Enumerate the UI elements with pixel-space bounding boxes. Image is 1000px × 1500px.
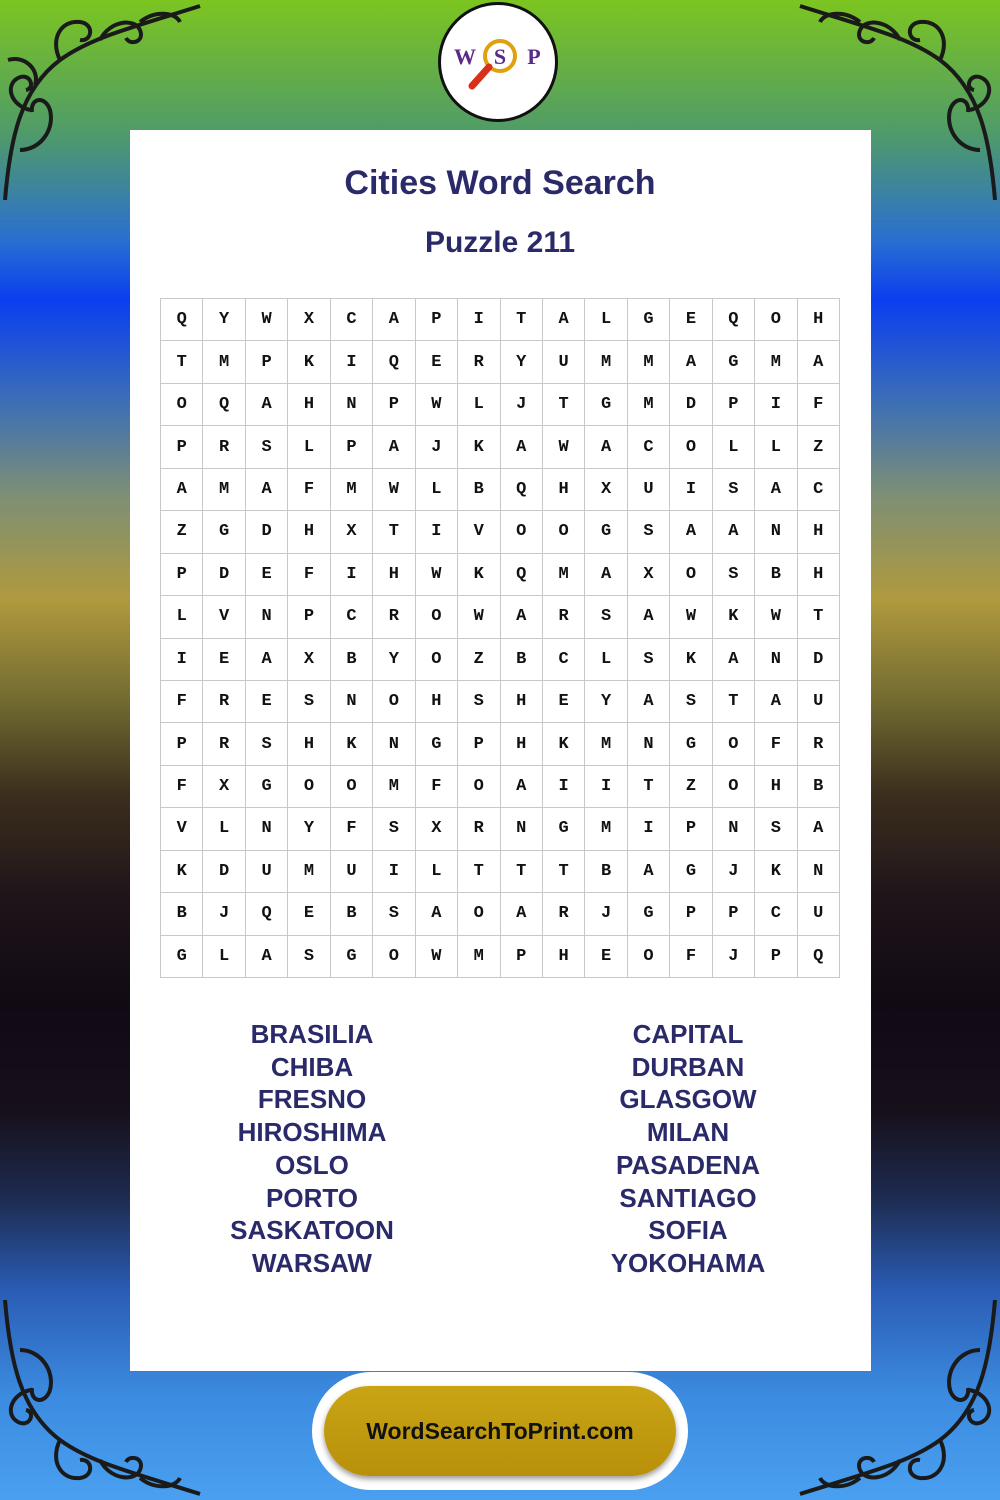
- word-list-item: YOKOHAMA: [610, 1247, 766, 1278]
- grid-cell[interactable]: Q: [501, 469, 543, 511]
- grid-cell[interactable]: O: [161, 384, 203, 426]
- grid-cell[interactable]: P: [670, 808, 712, 850]
- grid-cell[interactable]: R: [203, 681, 245, 723]
- grid-cell[interactable]: D: [203, 851, 245, 893]
- grid-cell[interactable]: L: [458, 384, 500, 426]
- grid-cell[interactable]: H: [798, 511, 840, 553]
- grid-cell[interactable]: G: [246, 766, 288, 808]
- grid-cell[interactable]: D: [670, 384, 712, 426]
- grid-cell[interactable]: A: [246, 384, 288, 426]
- word-list-item: FRESNO: [257, 1084, 367, 1115]
- grid-cell[interactable]: T: [458, 851, 500, 893]
- grid-cell[interactable]: P: [288, 596, 330, 638]
- grid-cell[interactable]: B: [798, 766, 840, 808]
- grid-cell[interactable]: E: [585, 936, 627, 978]
- grid-cell[interactable]: Q: [798, 936, 840, 978]
- grid-cell[interactable]: H: [543, 469, 585, 511]
- grid-cell[interactable]: H: [288, 723, 330, 765]
- grid-cell[interactable]: K: [713, 596, 755, 638]
- grid-cell[interactable]: A: [373, 299, 415, 341]
- letter-grid: [160, 298, 840, 978]
- grid-cell[interactable]: A: [670, 341, 712, 383]
- grid-cell[interactable]: S: [246, 723, 288, 765]
- grid-cell[interactable]: S: [288, 681, 330, 723]
- grid-cell[interactable]: P: [670, 893, 712, 935]
- grid-cell[interactable]: L: [288, 426, 330, 468]
- grid-cell[interactable]: L: [416, 469, 458, 511]
- grid-cell[interactable]: M: [331, 469, 373, 511]
- grid-cell[interactable]: R: [203, 426, 245, 468]
- grid-cell[interactable]: H: [755, 766, 797, 808]
- grid-cell[interactable]: A: [798, 341, 840, 383]
- grid-cell[interactable]: M: [585, 723, 627, 765]
- logo-letter-w: W: [454, 44, 476, 69]
- grid-cell[interactable]: B: [585, 851, 627, 893]
- grid-cell[interactable]: Q: [161, 299, 203, 341]
- grid-cell[interactable]: S: [713, 554, 755, 596]
- grid-cell[interactable]: T: [161, 341, 203, 383]
- grid-cell[interactable]: W: [543, 426, 585, 468]
- grid-cell[interactable]: O: [670, 426, 712, 468]
- grid-cell[interactable]: B: [161, 893, 203, 935]
- grid-cell[interactable]: M: [458, 936, 500, 978]
- grid-cell[interactable]: H: [798, 554, 840, 596]
- grid-cell[interactable]: J: [203, 893, 245, 935]
- grid-cell[interactable]: M: [585, 808, 627, 850]
- grid-cell[interactable]: E: [543, 681, 585, 723]
- grid-cell[interactable]: G: [670, 851, 712, 893]
- grid-cell[interactable]: G: [416, 723, 458, 765]
- footer-banner: [312, 1372, 688, 1490]
- grid-cell[interactable]: L: [416, 851, 458, 893]
- grid-cell[interactable]: U: [331, 851, 373, 893]
- grid-cell[interactable]: X: [585, 469, 627, 511]
- grid-cell[interactable]: A: [585, 554, 627, 596]
- grid-cell[interactable]: R: [543, 596, 585, 638]
- grid-cell[interactable]: H: [501, 723, 543, 765]
- grid-cell[interactable]: H: [798, 299, 840, 341]
- grid-cell[interactable]: G: [713, 341, 755, 383]
- grid-cell[interactable]: K: [543, 723, 585, 765]
- grid-cell[interactable]: K: [458, 426, 500, 468]
- grid-cell[interactable]: M: [628, 341, 670, 383]
- grid-cell[interactable]: P: [416, 299, 458, 341]
- grid-cell[interactable]: Y: [288, 808, 330, 850]
- grid-cell[interactable]: A: [798, 808, 840, 850]
- grid-cell[interactable]: P: [373, 384, 415, 426]
- grid-cell[interactable]: C: [331, 596, 373, 638]
- grid-cell[interactable]: O: [628, 936, 670, 978]
- grid-cell[interactable]: Q: [246, 893, 288, 935]
- grid-cell[interactable]: S: [713, 469, 755, 511]
- grid-cell[interactable]: R: [543, 893, 585, 935]
- grid-cell[interactable]: S: [373, 893, 415, 935]
- grid-cell[interactable]: I: [331, 341, 373, 383]
- grid-cell[interactable]: X: [203, 766, 245, 808]
- grid-cell[interactable]: U: [628, 469, 670, 511]
- grid-cell[interactable]: J: [416, 426, 458, 468]
- grid-cell[interactable]: H: [543, 936, 585, 978]
- grid-cell[interactable]: P: [331, 426, 373, 468]
- grid-cell[interactable]: I: [331, 554, 373, 596]
- grid-cell[interactable]: S: [628, 639, 670, 681]
- grid-cell[interactable]: S: [246, 426, 288, 468]
- grid-cell[interactable]: A: [628, 681, 670, 723]
- grid-cell[interactable]: R: [373, 596, 415, 638]
- grid-cell[interactable]: Q: [373, 341, 415, 383]
- grid-cell[interactable]: F: [161, 766, 203, 808]
- grid-cell[interactable]: S: [755, 808, 797, 850]
- grid-cell[interactable]: X: [288, 299, 330, 341]
- grid-cell[interactable]: P: [161, 723, 203, 765]
- grid-cell[interactable]: F: [416, 766, 458, 808]
- grid-cell[interactable]: J: [501, 384, 543, 426]
- grid-cell[interactable]: P: [161, 554, 203, 596]
- grid-cell[interactable]: A: [585, 426, 627, 468]
- grid-cell[interactable]: O: [713, 766, 755, 808]
- grid-cell[interactable]: B: [458, 469, 500, 511]
- grid-cell[interactable]: E: [246, 554, 288, 596]
- grid-cell[interactable]: A: [501, 596, 543, 638]
- grid-cell[interactable]: P: [501, 936, 543, 978]
- grid-cell[interactable]: A: [246, 936, 288, 978]
- grid-cell[interactable]: U: [246, 851, 288, 893]
- grid-cell[interactable]: A: [628, 596, 670, 638]
- grid-cell[interactable]: C: [798, 469, 840, 511]
- grid-cell[interactable]: K: [755, 851, 797, 893]
- word-list-right: [538, 1018, 838, 1280]
- grid-cell[interactable]: D: [798, 639, 840, 681]
- word-list-item: MILAN: [646, 1117, 730, 1148]
- grid-cell[interactable]: S: [288, 936, 330, 978]
- grid-cell[interactable]: Q: [501, 554, 543, 596]
- grid-cell[interactable]: W: [373, 469, 415, 511]
- grid-cell[interactable]: O: [416, 639, 458, 681]
- grid-cell[interactable]: T: [373, 511, 415, 553]
- word-list-item: PASADENA: [616, 1149, 760, 1180]
- grid-cell[interactable]: F: [798, 384, 840, 426]
- grid-cell[interactable]: B: [331, 639, 373, 681]
- grid-cell[interactable]: S: [628, 511, 670, 553]
- grid-cell[interactable]: X: [628, 554, 670, 596]
- grid-cell[interactable]: I: [543, 766, 585, 808]
- grid-cell[interactable]: A: [161, 469, 203, 511]
- grid-cell[interactable]: W: [416, 554, 458, 596]
- grid-cell[interactable]: A: [755, 681, 797, 723]
- grid-cell[interactable]: H: [501, 681, 543, 723]
- footer-site-name: WordSearchToPrint.com: [366, 1417, 634, 1444]
- grid-cell[interactable]: T: [543, 851, 585, 893]
- grid-cell[interactable]: S: [585, 596, 627, 638]
- grid-cell[interactable]: F: [755, 723, 797, 765]
- grid-cell[interactable]: O: [331, 766, 373, 808]
- grid-cell[interactable]: D: [203, 554, 245, 596]
- grid-cell[interactable]: O: [501, 511, 543, 553]
- grid-cell[interactable]: Z: [670, 766, 712, 808]
- grid-cell[interactable]: P: [161, 426, 203, 468]
- grid-cell[interactable]: H: [288, 384, 330, 426]
- grid-cell[interactable]: R: [458, 808, 500, 850]
- grid-cell[interactable]: O: [288, 766, 330, 808]
- grid-cell[interactable]: H: [416, 681, 458, 723]
- grid-cell[interactable]: O: [458, 893, 500, 935]
- grid-cell[interactable]: M: [203, 469, 245, 511]
- grid-cell[interactable]: N: [628, 723, 670, 765]
- grid-cell[interactable]: N: [246, 596, 288, 638]
- grid-cell[interactable]: W: [246, 299, 288, 341]
- grid-cell[interactable]: A: [713, 511, 755, 553]
- grid-cell[interactable]: I: [161, 639, 203, 681]
- grid-cell[interactable]: G: [331, 936, 373, 978]
- grid-cell[interactable]: M: [288, 851, 330, 893]
- grid-cell[interactable]: G: [161, 936, 203, 978]
- grid-cell[interactable]: Z: [798, 426, 840, 468]
- grid-cell[interactable]: G: [543, 808, 585, 850]
- grid-cell[interactable]: B: [331, 893, 373, 935]
- grid-cell[interactable]: I: [458, 299, 500, 341]
- grid-cell[interactable]: B: [501, 639, 543, 681]
- grid-cell[interactable]: A: [501, 766, 543, 808]
- grid-cell[interactable]: G: [628, 299, 670, 341]
- grid-cell[interactable]: O: [670, 554, 712, 596]
- word-list-item: DURBAN: [631, 1051, 745, 1082]
- grid-cell[interactable]: N: [373, 723, 415, 765]
- grid-cell[interactable]: M: [203, 341, 245, 383]
- grid-cell[interactable]: Y: [373, 639, 415, 681]
- grid-cell[interactable]: N: [501, 808, 543, 850]
- grid-cell[interactable]: S: [458, 681, 500, 723]
- grid-cell[interactable]: N: [246, 808, 288, 850]
- grid-cell[interactable]: M: [585, 341, 627, 383]
- word-list-item: SASKATOON: [230, 1215, 394, 1246]
- grid-cell[interactable]: Y: [585, 681, 627, 723]
- grid-cell[interactable]: F: [288, 469, 330, 511]
- grid-cell[interactable]: X: [331, 511, 373, 553]
- grid-cell[interactable]: E: [416, 341, 458, 383]
- grid-cell[interactable]: T: [543, 384, 585, 426]
- grid-cell[interactable]: P: [755, 936, 797, 978]
- grid-cell[interactable]: A: [628, 851, 670, 893]
- word-list-item: CHIBA: [270, 1051, 354, 1082]
- grid-cell[interactable]: K: [161, 851, 203, 893]
- grid-cell[interactable]: P: [713, 384, 755, 426]
- grid-cell[interactable]: W: [416, 936, 458, 978]
- grid-cell[interactable]: P: [246, 341, 288, 383]
- logo-letter-p: P: [527, 44, 541, 69]
- grid-cell[interactable]: L: [585, 299, 627, 341]
- grid-cell[interactable]: I: [373, 851, 415, 893]
- grid-cell[interactable]: Z: [161, 511, 203, 553]
- grid-cell[interactable]: M: [755, 341, 797, 383]
- grid-cell[interactable]: N: [331, 681, 373, 723]
- grid-cell[interactable]: G: [628, 893, 670, 935]
- grid-cell[interactable]: E: [246, 681, 288, 723]
- grid-cell[interactable]: O: [458, 766, 500, 808]
- grid-cell[interactable]: I: [416, 511, 458, 553]
- grid-cell[interactable]: O: [543, 511, 585, 553]
- grid-cell[interactable]: Z: [458, 639, 500, 681]
- grid-cell[interactable]: A: [501, 893, 543, 935]
- grid-cell[interactable]: G: [585, 511, 627, 553]
- grid-cell[interactable]: Y: [501, 341, 543, 383]
- grid-cell[interactable]: T: [713, 681, 755, 723]
- grid-cell[interactable]: L: [755, 426, 797, 468]
- grid-cell[interactable]: C: [543, 639, 585, 681]
- grid-cell[interactable]: V: [458, 511, 500, 553]
- grid-cell[interactable]: A: [373, 426, 415, 468]
- grid-cell[interactable]: U: [543, 341, 585, 383]
- grid-cell[interactable]: L: [203, 936, 245, 978]
- grid-cell[interactable]: W: [670, 596, 712, 638]
- grid-cell[interactable]: I: [670, 469, 712, 511]
- grid-cell[interactable]: C: [755, 893, 797, 935]
- grid-cell[interactable]: G: [203, 511, 245, 553]
- grid-cell[interactable]: I: [628, 808, 670, 850]
- grid-cell[interactable]: G: [670, 723, 712, 765]
- grid-cell[interactable]: P: [458, 723, 500, 765]
- grid-cell[interactable]: N: [713, 808, 755, 850]
- grid-cell[interactable]: W: [458, 596, 500, 638]
- grid-cell[interactable]: J: [585, 893, 627, 935]
- grid-cell[interactable]: M: [628, 384, 670, 426]
- word-list-item: OSLO: [275, 1149, 349, 1180]
- word-list-item: WARSAW: [252, 1247, 372, 1278]
- grid-cell[interactable]: D: [246, 511, 288, 553]
- grid-cell[interactable]: V: [161, 808, 203, 850]
- grid-cell[interactable]: R: [458, 341, 500, 383]
- grid-cell[interactable]: L: [203, 808, 245, 850]
- grid-cell[interactable]: A: [670, 511, 712, 553]
- grid-cell[interactable]: J: [713, 936, 755, 978]
- grid-cell[interactable]: S: [670, 681, 712, 723]
- grid-cell[interactable]: I: [755, 384, 797, 426]
- word-list-item: SOFIA: [648, 1215, 728, 1246]
- word-list-left: [162, 1018, 462, 1280]
- grid-cell[interactable]: L: [713, 426, 755, 468]
- grid-cell[interactable]: U: [798, 893, 840, 935]
- grid-cell[interactable]: T: [628, 766, 670, 808]
- grid-cell[interactable]: F: [161, 681, 203, 723]
- grid-cell[interactable]: I: [585, 766, 627, 808]
- grid-cell[interactable]: F: [331, 808, 373, 850]
- grid-cell[interactable]: A: [246, 469, 288, 511]
- word-list-item: PORTO: [266, 1182, 358, 1213]
- grid-cell[interactable]: N: [755, 639, 797, 681]
- grid-cell[interactable]: M: [373, 766, 415, 808]
- grid-cell[interactable]: G: [585, 384, 627, 426]
- grid-cell[interactable]: C: [628, 426, 670, 468]
- grid-cell[interactable]: T: [798, 596, 840, 638]
- grid-cell[interactable]: O: [755, 299, 797, 341]
- page-title: Cities Word Search: [344, 164, 656, 202]
- grid-cell[interactable]: A: [416, 893, 458, 935]
- grid-cell[interactable]: Y: [203, 299, 245, 341]
- grid-cell[interactable]: H: [373, 554, 415, 596]
- grid-cell[interactable]: A: [543, 299, 585, 341]
- grid-cell[interactable]: L: [161, 596, 203, 638]
- grid-cell[interactable]: T: [501, 851, 543, 893]
- word-list-item: BRASILIA: [250, 1019, 374, 1049]
- grid-cell[interactable]: A: [755, 469, 797, 511]
- grid-cell[interactable]: Q: [713, 299, 755, 341]
- logo-letter-s: S: [493, 44, 507, 69]
- grid-cell[interactable]: F: [670, 936, 712, 978]
- grid-cell[interactable]: A: [501, 426, 543, 468]
- puzzle-number: Puzzle 211: [424, 226, 576, 259]
- wsp-logo: [438, 2, 558, 122]
- grid-cell[interactable]: B: [755, 554, 797, 596]
- grid-cell[interactable]: W: [416, 384, 458, 426]
- grid-cell[interactable]: K: [288, 341, 330, 383]
- grid-cell[interactable]: K: [670, 639, 712, 681]
- grid-cell[interactable]: O: [373, 681, 415, 723]
- grid-cell[interactable]: K: [458, 554, 500, 596]
- grid-cell[interactable]: C: [331, 299, 373, 341]
- grid-cell[interactable]: T: [501, 299, 543, 341]
- grid-cell[interactable]: N: [755, 511, 797, 553]
- grid-cell[interactable]: P: [713, 893, 755, 935]
- grid-cell[interactable]: N: [331, 384, 373, 426]
- word-list-item: HIROSHIMA: [237, 1117, 387, 1148]
- grid-cell[interactable]: S: [373, 808, 415, 850]
- word-list-item: CAPITAL: [632, 1019, 744, 1049]
- word-list-item: SANTIAGO: [619, 1182, 757, 1213]
- grid-cell[interactable]: X: [288, 639, 330, 681]
- word-list-item: GLASGOW: [619, 1084, 757, 1115]
- grid-cell[interactable]: U: [798, 681, 840, 723]
- grid-cell[interactable]: E: [288, 893, 330, 935]
- grid-cell[interactable]: W: [755, 596, 797, 638]
- grid-cell[interactable]: O: [713, 723, 755, 765]
- grid-cell[interactable]: F: [288, 554, 330, 596]
- grid-cell[interactable]: N: [798, 851, 840, 893]
- grid-cell[interactable]: X: [416, 808, 458, 850]
- grid-cell[interactable]: J: [713, 851, 755, 893]
- grid-cell[interactable]: M: [543, 554, 585, 596]
- grid-cell[interactable]: R: [798, 723, 840, 765]
- grid-cell[interactable]: Q: [203, 384, 245, 426]
- grid-cell[interactable]: L: [585, 639, 627, 681]
- footer-link-button[interactable]: [324, 1386, 676, 1476]
- grid-cell[interactable]: O: [373, 936, 415, 978]
- grid-cell[interactable]: E: [203, 639, 245, 681]
- grid-cell[interactable]: A: [246, 639, 288, 681]
- grid-cell[interactable]: E: [670, 299, 712, 341]
- grid-cell[interactable]: O: [416, 596, 458, 638]
- grid-cell[interactable]: K: [331, 723, 373, 765]
- grid-cell[interactable]: V: [203, 596, 245, 638]
- grid-cell[interactable]: H: [288, 511, 330, 553]
- grid-cell[interactable]: R: [203, 723, 245, 765]
- grid-cell[interactable]: A: [713, 639, 755, 681]
